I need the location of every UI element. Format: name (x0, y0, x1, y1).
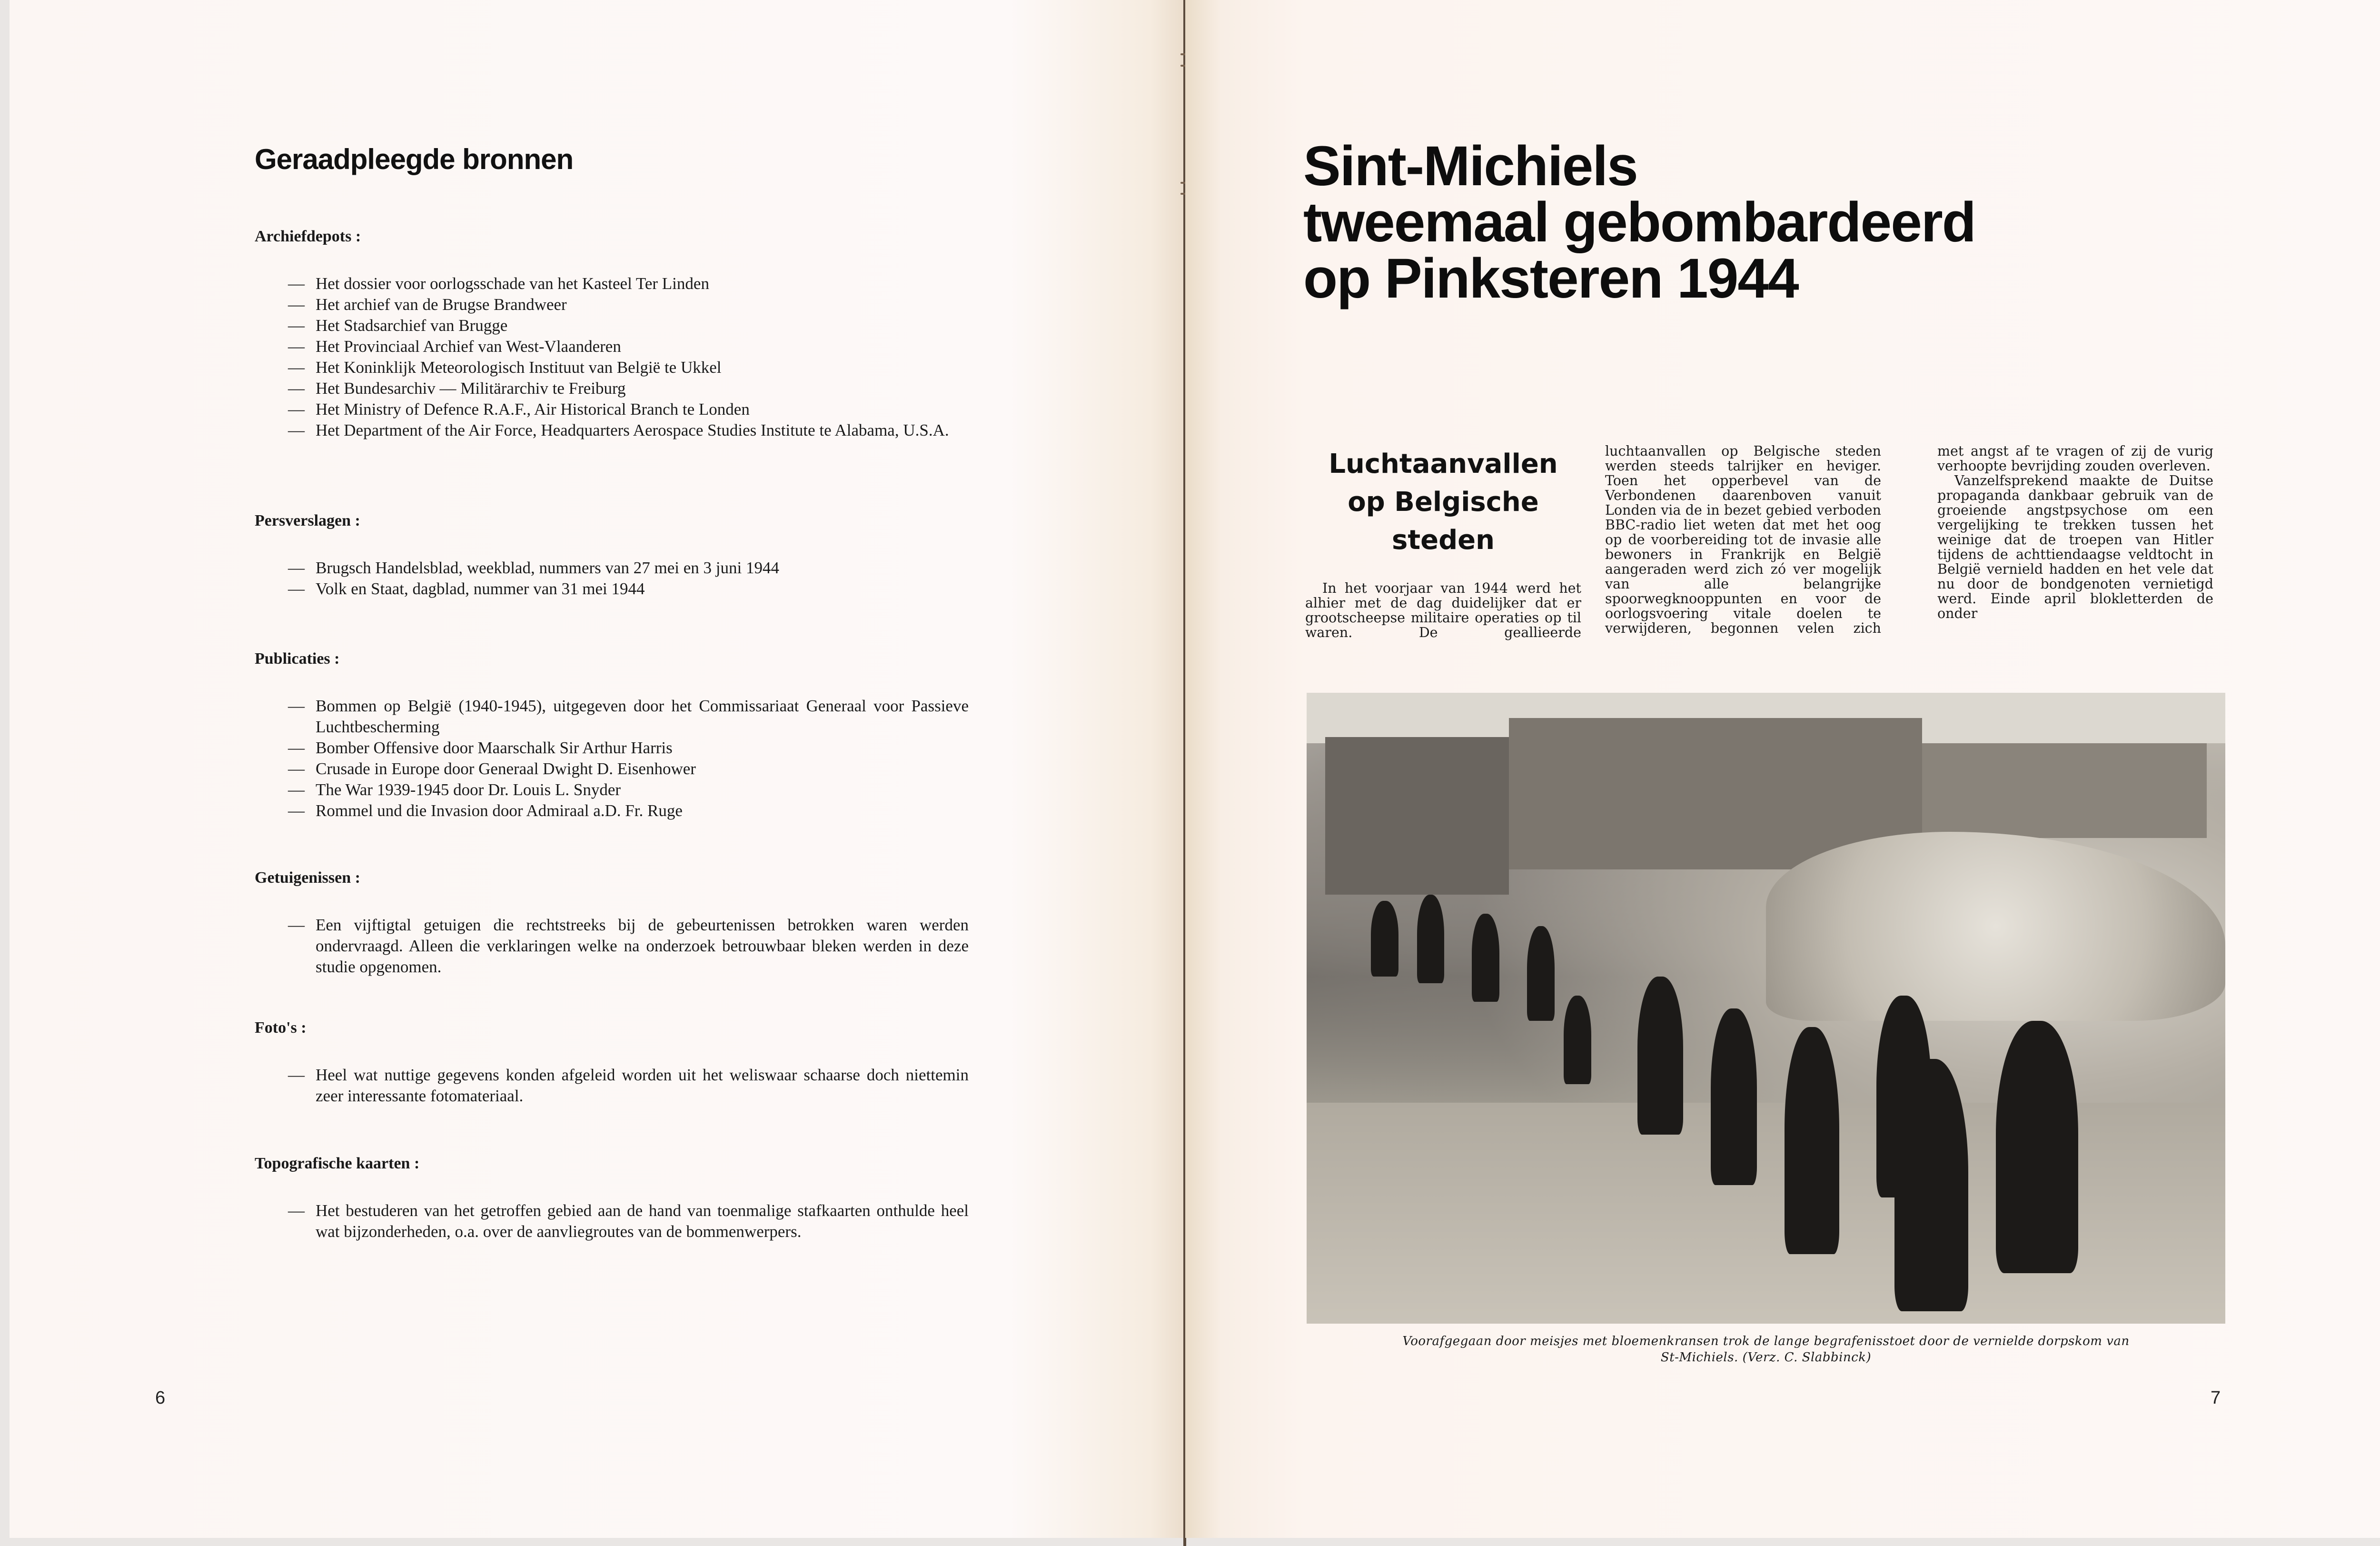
section-topografische-kaarten (255, 1155, 969, 1242)
dash-bullet: — (288, 274, 305, 293)
section-fotos (255, 1019, 969, 1107)
source-entry: — Crusade in Europe door Generaal Dwight D. Eisenhower (255, 758, 969, 779)
photo-road (1307, 1103, 2225, 1324)
source-entry: — Volk en Staat, dagblad, nummer van 31 mei 1944 (255, 579, 969, 599)
dash-bullet: — (288, 295, 305, 314)
photo-figure (1417, 895, 1445, 983)
photo-building (1922, 743, 2207, 838)
dash-bullet: — (288, 1066, 305, 1084)
dash-bullet: — (288, 801, 305, 820)
source-entry: — Brugsch Handelsblad, weekblad, nummers van 27 mei en 3 juni 1944 (255, 558, 969, 579)
paragraph: luchtaanvallen op Belgische steden werden steeds talrijker en heviger. Toen het opperbevel van de Verbondenen daarenboven vanuit Londen via de in bezet gebied verboden BBC-radio liet weten dat met het oog op de voorbereiding tot de invasie alle bewoners in Frankrijk en België aangeraden werd zich zó ver mogelijk van alle belangrijke spoorwegknooppunten en voor de oorlogsvoering vitale doelen te verwijderen, begonnen velen zich (1605, 443, 1881, 636)
dash-bullet: — (288, 759, 305, 778)
section-archiefdepots (255, 228, 969, 441)
dash-bullet: — (288, 579, 305, 598)
article-subhead (1305, 445, 1581, 559)
page-number-right: 7 (2211, 1388, 2221, 1408)
title-line: Sint-Michiels (1303, 135, 1637, 198)
source-entry: — Een vijftigtal getuigen die rechtstreeks bij de gebeurtenissen betrokken waren werden ondervraagd. Alleen die verklaringen welke na onderzoek betrouwbaar bleken werden in deze studie opgenomen. (288, 916, 969, 976)
source-entry: — Het bestuderen van het getroffen gebied aan de hand van toenmalige stafkaarten onthulde heel wat bijzonderheden, o.a. over de aanvliegroutes van de bommenwerpers. (288, 1201, 969, 1241)
source-entry: — Het Provinciaal Archief van West-Vlaanderen (255, 336, 969, 357)
photo-figure (1894, 1059, 1968, 1311)
source-entry: — Het archief van de Brugse Brandweer (255, 294, 969, 315)
source-entry: — Bomber Offensive door Maarschalk Sir Arthur Harris (255, 738, 969, 758)
dash-bullet: — (288, 916, 305, 934)
caption-line: St-Michiels. (Verz. C. Slabbinck) (1660, 1350, 1872, 1365)
source-entry: — Rommel und die Invasion door Admiraal a.D. Fr. Ruge (255, 800, 969, 821)
dash-bullet: — (288, 400, 305, 419)
dash-bullet: — (288, 780, 305, 799)
source-entry: — Het Ministry of Defence R.A.F., Air Historical Branch te Londen (255, 399, 969, 420)
body-column-3 (1937, 444, 2213, 621)
photo-figure (1371, 901, 1398, 977)
photo-building (1325, 737, 1509, 895)
photo-caption (1307, 1333, 2225, 1366)
funeral-procession-photo (1307, 693, 2225, 1324)
source-entry: — Heel wat nuttige gegevens konden afgeleid worden uit het weliswaar schaarse doch niettemin zeer interessante fotomateriaal. (288, 1066, 969, 1105)
dash-bullet: — (288, 697, 305, 715)
paragraph: Vanzelfsprekend maakte de Duitse propaganda dankbaar gebruik van de groeiende angstpsychose om een vergelijking te trekken tussen het weinige dat de troepen van Hitler tijdens de achttiendaagse veldtocht in België vernield hadden en het vele dat nu door de bondgenoten vernietigd werd. Einde april blokletterden de onder (1937, 473, 2213, 621)
section-heading: Topografische kaarten : (255, 1155, 420, 1172)
dash-bullet: — (288, 337, 305, 356)
subhead-line: steden (1391, 525, 1495, 556)
subhead-line: op Belgische (1348, 487, 1539, 518)
section-heading: Archiefdepots : (255, 228, 361, 245)
title-line: tweemaal gebombardeerd (1303, 191, 1975, 254)
source-entry: — Het dossier voor oorlogsschade van het Kasteel Ter Linden (255, 273, 969, 294)
photo-figure (1996, 1021, 2079, 1273)
article-title (1303, 135, 2160, 310)
photo-figure (1527, 926, 1555, 1021)
source-entry: — Het Bundesarchiv — Militärarchiv te Freiburg (255, 378, 969, 399)
page-number-left: 6 (155, 1388, 166, 1408)
paragraph: In het voorjaar van 1944 werd het alhier met de dag duidelijker dat er grootscheepse militaire operaties op til waren. De geallieerde (1305, 580, 1581, 640)
photo-figure (1711, 1008, 1757, 1185)
photo-figure (1785, 1027, 1840, 1254)
photo-rubble (1766, 832, 2225, 1021)
section-persverslagen (255, 512, 969, 599)
dash-bullet: — (288, 316, 305, 335)
section-getuigenissen (255, 869, 969, 977)
photo-figure (1564, 996, 1591, 1084)
section-heading: Publicaties : (255, 650, 340, 668)
body-column-1 (1305, 581, 1581, 640)
section-publicaties (255, 650, 969, 821)
title-line: op Pinksteren 1944 (1303, 247, 1798, 310)
section-heading: Persverslagen : (255, 512, 360, 529)
dash-bullet: — (288, 738, 305, 757)
source-entry: — The War 1939-1945 door Dr. Louis L. Snyder (255, 779, 969, 800)
subhead-line: Luchtaanvallen (1329, 449, 1558, 479)
source-entry: — Bommen op België (1940-1945), uitgegeven door het Commissariaat Generaal voor Passieve Luchtbescherming (288, 697, 969, 736)
body-column-2 (1605, 444, 1881, 636)
section-heading: Getuigenissen : (255, 869, 360, 887)
source-entry: — Het Stadsarchief van Brugge (255, 315, 969, 336)
section-heading: Foto's : (255, 1019, 307, 1037)
paragraph: met angst af te vragen of zij de vurig verhoopte bevrijding zouden overleven. (1937, 443, 2213, 474)
source-entry: — Het Koninklijk Meteorologisch Instituut van België te Ukkel (255, 357, 969, 378)
dash-bullet: — (288, 379, 305, 398)
caption-line: Voorafgegaan door meisjes met bloemenkransen trok de lange begrafenisstoet door de vernielde dorpskom van (1402, 1334, 2130, 1348)
dash-bullet: — (288, 358, 305, 377)
dash-bullet: — (288, 559, 305, 577)
source-entry: — Het Department of the Air Force, Headquarters Aerospace Studies Institute te Alabama, U.S.A. (255, 420, 969, 441)
sources-title: Geraadpleegde bronnen (255, 143, 574, 175)
dash-bullet: — (288, 1201, 305, 1220)
photo-figure (1472, 914, 1499, 1002)
photo-figure (1637, 977, 1684, 1134)
dash-bullet: — (288, 421, 305, 439)
